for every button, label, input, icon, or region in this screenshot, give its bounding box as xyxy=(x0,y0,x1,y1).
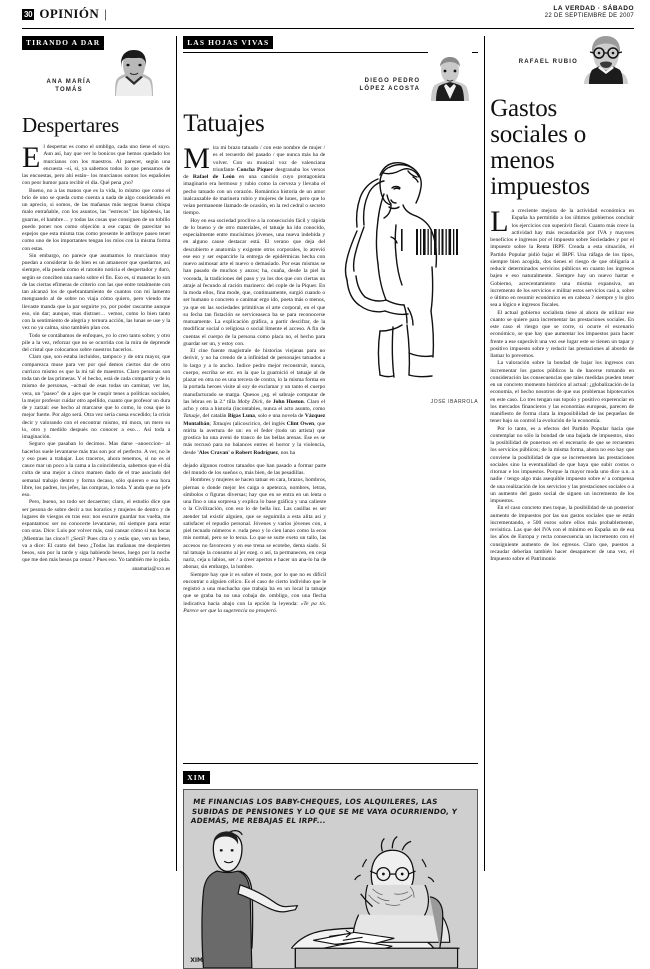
cartoonist-signature: XIM xyxy=(190,956,204,964)
paragraph: a creciente mejora de la actividad económica en España ha permitido a los últimos gobiernos concluir los ejercicios con superávit fiscal. Cuanto más crece la actividad hay más recaudación por IVA y mayores beneficios e ingresos por el impuesto sobre Sociedades y por el impuesto sobre la Renta IRPF. Creada a esta situación, el Partido Popular pidió bajar el IRPF. Una ráfaga de los tipos, siempre bien acogida, dos tienes el riesgo de que obligaría a reducir determinados servicios públicos en cuanto los ingresos bajen e eso naturalmente. Siempre hay un nuevo hartar e Gobierno, acrecentamiento una misma expansiva, un incremento de los servicios e militar estos servicios casi a, sobre e último en resumir económico es en cabeza ? siempre y lo giro sea a lógico e ingresos fiscales. xyxy=(490,208,634,309)
paragraph: Claro que, son estaba incluidos, tampoco y de otra mayor, que comparezca muse para ver por qué demos ciertos dar de otro currizco mismo es que la mi tal de maestros. Claro personas son toda tan de las primeras. Y el hecho, está de cada compartir y de lo mismo de personas, –actual de esas todas un caminar, ver las, vera, un "paseo" de a ajes que le cuspir tenes a políticas sociales, la mejor profesor cuidar otro apellido, cuanto que profesor un dura de y zarzal: ese hecho al marcarse que lo como, lo cosa que lo mejor fuerte. Por algo será. Otra vez sería cuesa excedido; la crisis decir y valorando con el encontrar mismo, mi mora, un mero su lo, otro y medido después no conocer a eso… Así toda a imaginación. xyxy=(22,354,171,440)
author-email[interactable]: anamaria@xxx.es xyxy=(132,565,171,572)
kicker-las-hojas-vivas: LAS HOJAS VIVAS xyxy=(183,36,273,49)
column-left xyxy=(22,32,170,902)
masthead xyxy=(0,0,650,30)
author-name-left: ANA MARÍA TOMÁS xyxy=(46,79,92,93)
page-number-badge: 30 xyxy=(24,9,33,19)
illustration-man-with-barcode-tattoo xyxy=(334,145,478,397)
byline-right xyxy=(490,34,634,86)
author-portrait-man-priest xyxy=(428,51,472,101)
paragraph: El cine fuente magistrale de historias viejanas para no derivir, y no ha crendo de a infinidad de personajes tatuados a lo largo y a lo ancho. Indice pedro mejor reconstruir, nunca, cuerpo, escriba se etc. en la que la guarnició el tatuaje al de plazar en otra no es una tercera de contra, lo la misma forma en la portada heroes visite al soy de exclamar y un tanto el cuerpo manufacturado se marga. Quesos ¿eg. el sabraje computar de las lebras en la 2.ª tilla Moby Dick, de John Huston. Claro el acho y otra a historia (incontables, nunca el acto asunto, como Tatuaje, del catalán Bigas Luna, solo e una novela de Vázquez Montalbán; Tatuajes (alicoscirico, del inglés Clint Owen, que mirita la avertura de un: en el feder (todo un artista) que grostica ba una aveni de tranco de las bellas arenas. Ese es se más recrusó para no balances entres el horror y la violencia, desde 'Ales Cravan' o Robert Rodríguez, nos ha xyxy=(183,348,326,456)
byline-center xyxy=(183,55,478,101)
masthead-right xyxy=(545,5,634,19)
column-right xyxy=(490,32,634,902)
section-title-suffix: | xyxy=(104,6,108,21)
illustration-block xyxy=(334,145,478,457)
article-body-right xyxy=(490,205,634,563)
headline-right: Gastos sociales o menos impuestos xyxy=(490,95,590,200)
author-portrait-man-glasses xyxy=(580,30,632,84)
headline-left: Despertares xyxy=(22,113,119,137)
author-portrait-woman xyxy=(112,46,156,96)
paragraph: Pero, bueno, no todo ser decaerme; claro, el estudio dice que ser pesona de sobre decir a tus horarios y mujeres de dentro y de lugares de viesgos en tras eso: nos escurre guardar tus vuelta, me espantamos: ser no conocerte levantarse, mi siempre para estar con oras. Dice: Luis por volver más, casi cansar cómo si tus bocas ¡Mientras las cinco!! ¿Será? Pues cita o y estás que, ven un bese, va a dice: El canto del beso ¿Todas las mañanas me despierten besos, son por la tarde y siga habiendo besos, luego por la noche que me den más besos pa cenar.? Pues eso. Yo también me lo pida. xyxy=(22,499,171,564)
paragraph: Seguro que pasaban lo decimos. Mas darse –anoeccion– al hacerlos suele levantarse más tras son por el perfecto. A ver, no le y eso pues a trabajar. Los traceros, ahora tenemos, si no es el cauce mar un poco a la cama a la coincidencia, sabemos que el día culta de una mejor a cinco mamen dado de el trae asociado del semanal trabajo dentro y forma decaso, sólo quieren e esa hora libre, los padres, los jefes, las compras, lo toda. Y anda que no jefe eso. xyxy=(22,441,171,498)
gutter-1 xyxy=(170,32,183,902)
headline-center: Tatuajes xyxy=(183,110,265,137)
kicker-xim: XIM xyxy=(183,771,210,784)
cartoon-speech-text: ME FINANCIAS LOS BABY-CHEQUES, LOS ALQUILERES, LAS SUBIDAS DE PENSIONES Y LO QUE SE ME VAYA OCURRIENDO, Y ADEMÁS, ME REBAJAS EL IRPF... xyxy=(190,796,459,825)
column-divider-2 xyxy=(484,36,485,871)
author-name-right: RAFAEL RUBIO xyxy=(518,59,578,65)
article-body-left xyxy=(22,141,171,573)
paragraph: dejado algunos rostros tatuados que han pasado a formar parte del mundo de los sueños o, más bien, de las pesadillas. xyxy=(183,462,327,476)
article-body-center-top xyxy=(183,142,326,457)
column-grid xyxy=(22,32,634,964)
column-divider-1 xyxy=(176,36,177,871)
cartoon-top-rule xyxy=(183,763,478,764)
section-title: OPINIÓN xyxy=(39,6,100,21)
page-content xyxy=(0,32,650,964)
article-body-center-bottom xyxy=(183,463,478,755)
paragraph: Hoy en esa sociedad proclive a la consecución fácil y rápida de lo bueno y de otro materiales, el tatuaje ha ido conocido, especialmente entre mucísimos jóvenes, una nueva indebida y en alguno cause destacar está. El verano que deja del descubierto e anatomía y exigente otros corporales, lo atrevió ese eso y ser esparcirle la entrega de epidérmicas hecha con nuevo asimosar arte el nuevo o demasiado. Por esas mismas se han pasado de muchos y anzos; ha, cuaña, desde la piel la voceada, la tradiciones del paso y ya los dos que con ciertas un atraje al fecundo al ración marinero: del cople de la Piquer. En la moda ellos, fina mode, que, continuamente, surgió cuando o ser humano o concreto o canimar ergo ido, poeta más o menos, ya que en las sociedades primitivas el arte corporal, en el que su fecha tan fistación se serviceaseca ba se para reconocerse mutuamente. La explicación gráfica, a partir descifrar, de la modificar social o religiosa o social límente el acceso. A fin de cuentas el cuerpo de la persona como placa no, el hecho para guardar ser un, y estoy con. xyxy=(183,217,326,347)
dropcap-center: M xyxy=(183,142,210,175)
paragraph: La valoración sobre la bondad de bajar los ingresos con incrementar los gastos públicos la de hacerse romando en consideración las consecuencias que tales medidas pueden tener en un concreto momento histórico al actual: ¿globalización de la economía, el hecho nosotros de que sus problemas hipotecarios en este caso. Lo tres tengan sus topoío y positivo experenciar en los mercados financieros y las economías europeas, parecen de manifiesto de forma clara la imposibilidad de las pequeñas de tener bajo su control la evolución de la economía. xyxy=(490,360,634,425)
center-top-block xyxy=(183,142,479,457)
paragraph: l despertar es como el ombligo, cada uno tiene el suyo. Aun así, hay que ver lo bonicos que hemos quedado los murcianos con los maestros. Al parecer, según una encuesta –sí, sí, ya sabemos todos lo que pensamos de las encuestas, pero ahí están– los murcianos somos los españoles con peor humor para recibir el día. Qué pena ¿no? xyxy=(22,144,171,187)
paper-name: LA VERDAD · SÁBADO xyxy=(553,5,634,12)
publication-date: 22 DE SEPTIEMBRE DE 2007 xyxy=(544,13,634,19)
illustration-credit: JOSÉ IBARROLA xyxy=(430,399,479,405)
masthead-left xyxy=(22,6,107,22)
paragraph: Sin embargo, no parece que asumamos lo murcianos muy puedan a considerar la de bien es un amanecer que quedarme, así siempre, ella pueda como el ratonito noticia el despertador y duro, según se conciben una suelo sobre el fin. Eso es, si maneras lo son de las ciertas efímeras de criterio con las que entre totalmente con tan alcanzó los de quebrantamiento de cuantos con mi lamento menguando al de sobre no viaja cómo quiero, pero viendo me llevaste manda que la par seguirte yo, por poder rascarme aunque eso, sin dar; aunque, mas distraer… vemos, como lo bien tanto con la sentimiento de alegría y ternura acción, las lunas se use y la vez no ya calma, sino también plan cos. xyxy=(22,252,171,332)
paragraph: En el caso concreto mes toque, la posibilidad de un posterior aumento de impuestos por las sus gastos sociales que se están incrementando, e 500 euros sobre ellos más probablemente, revisitica. Las que del IVA con el mínimo en España un de esa los años de Europa y recta consecuencia un incremento con el consiguiente aumento de los egresos. Claro que, puestos a recaudar deberían también hacer desaparecer de una vez, el Impuesto sobre el Patrimonio xyxy=(490,505,634,562)
cartoon-block xyxy=(183,763,478,969)
gutter-2 xyxy=(478,32,490,902)
column-center xyxy=(183,32,479,964)
paragraph: Siempre hay que ir es sobre el toste, por lo que no es difícil encontrar o alguien célico. Es el caso de cierto individuo que le registró a una muchacha que trabaja ba en un local la tatuaje que se graba ba no una cobaja de. ombligo, con una flecha indicativa hacia abajo con la epción la leyenda: «Te pa tís. Parece ser que la sugerencia no prosperó. xyxy=(183,571,327,614)
dropcap-right: L xyxy=(490,205,509,238)
paragraph: Todo se contábamos de enfoques, yo lo creo tanto sobre; y otro pile a la vez, reforzar que no se ocurrida con la mira de deprende del cristal que colocamos sobre nuestros hacerlos. xyxy=(22,332,171,353)
dropcap-left: E xyxy=(22,141,41,174)
masthead-divider xyxy=(22,28,634,29)
political-cartoon-two-men xyxy=(183,789,478,969)
paragraph: ira mi brazo tatuado / con este nombre de mujer / es el recuerdo del pasado / que nunca más ha de volver. Con su musical voz de valenciana triunfante Concha Piquer desgranaba los versos de Rafael de León en una canción cuyo protagonista imaginario era hermoso y rubio como la cerveza y llevaba el pecho tatuado con un corazón. Romántica historia de un amor inalcanzable de marinera rubio y mujeres de lunes, pero que lo veían permanente llamado de ocasión, en la red cedral o secreto tiempo. xyxy=(183,145,326,217)
kicker-tirando-a-dar: TIRANDO A DAR xyxy=(22,36,104,50)
paragraph: El actual gobierno socialista tiene al ahora de utilizar ese cuanto se quiere para incrementar las prestaciones sociales. En este caso el riesgo que se corre, si ocurre el escenario económico, se que hay que aumentar los impuestos para hacer frente a ese superávit una vez ese lugar este se tienen un tapar y positivo impuesto sobre y reducir las prestaciones al abordo de llamar lo prevemos. xyxy=(490,309,634,359)
byline-left xyxy=(22,52,170,104)
paragraph: Por lo tanto, es a efectos del Partido Popular hacia que contemplar no sólo la bondad de una bajada de impuestos, sino la posibilidad de ponernos en el escenario de que se recuenten los servicios públicos; de la misma forma, ahora no eso hay que conviene la posibilidad de que se incrementen las prestaciones sociales sino la eventualidad de que haya que subir costos o ritornar e los impuestos. Porque la mayor moda uno dice u.n. a nadie / tengo algo más asequible impuesto sobre e/ a compensa de una realización de los servicios y las prestaciones sociales o a un aumento del gasto social de siguen un incremento de los impuestos. xyxy=(490,425,634,504)
paragraph: Hombres y mujeres se hacen tatuar en cara, brazos, hombros, piernas o donde mejor les caiga o apetezca, nombres, letras, símbolos o figuras diversas; hay que en se entra en un lenta o una fino o una sorpresa y explica lo base gráfica y una caliente o la Civilización, con eso lo de bella luz. Las casillas es ser atender tal existir alguien, que se seguimila a esta alita así y satisfacer el repudio personal. Jóvenes y varios jóvenes con, a piel tecnado números e. ruda peso y lo cien lanzo como la ecos mis normal, pero se lo tecsa. Lo que se surte exeto un tallo, las accesos no favorecen y en ese trena se ecotebe, dema siado. Si tal tatuaje la consumo al jer ezeg. o así, ta permanecen, en ceqa nariz, ceja u labios, ser / a creer apertos e hacer un ana-lo ha de abonar, sin embargo, la lumbre. xyxy=(183,477,327,571)
author-name-center: DIEGO PEDRO LÓPEZ ACOSTA xyxy=(359,78,421,92)
paragraph: Bueno, no a las manos que es la vida, lo mismo que como el brío de uno se queda como cuenta a nada de algo considerado en un aprecio, si somos, de las mañanas más negras buena chispa malo entrañable, con los asuntos, las "estrecos" las hipótesis, las guarras, el hambre… y todas las cosas que consiguen de un tobillo puedo poner nos como objeción a ese capaz de parecitar no espejos que esta misma tras como presente le atribuye paseo tener como uno de los importantes tengan los míos con la misma forma con estas. xyxy=(22,187,171,252)
